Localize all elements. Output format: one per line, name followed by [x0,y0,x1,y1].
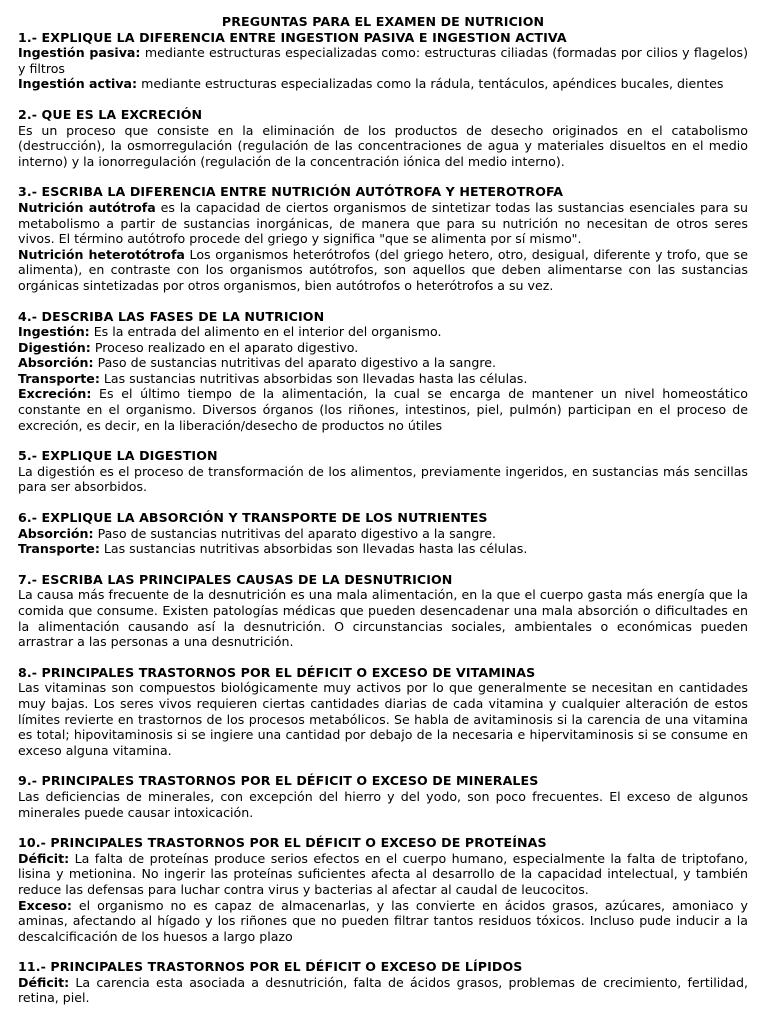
answer-paragraph [18,324,748,340]
answer-text: Es el último tiempo de la alimentación, la cual se encarga de mantener un nivel homeostático constante en el organismo. Diversos órganos (los riñones, intestinos, piel, pulmón) participan en el proceso de excreción, es decir, en la liberación/desecho de productos no útiles [18,386,748,433]
question-8 [18,665,748,759]
question-2 [18,107,748,169]
answer-text: Es un proceso que consiste en la eliminación de los productos de desecho originados en el catabolismo (destrucción), la osmorregulación (regulación de las concentraciones de agua y materiales disueltos en el medio interno) y la ionorregulación (regulación de la concentración iónica del medio interno). [18,122,748,169]
question-10 [18,835,748,944]
answer-text: Paso de sustancias nutritivas del aparato digestivo a la sangre. [93,525,496,541]
answer-text: Paso de sustancias nutritivas del aparato digestivo a la sangre. [93,355,496,371]
answer-text: Las vitaminas son compuestos biológicamente muy activos por lo que generalmente se necesitan en cantidades muy bajas. Los seres vivos requieren ciertas cantidades diarias de cada vitamina y cualquier alteración de estos límites revierte en trastornos de los procesos metabólicos. Se habla de avitaminosis si la carencia de una vitamina es total; hipovitaminosis si se ingiere una cantidad por debajo de la necesaria e hipervitaminosis si se consume en exceso alguna vitamina. [18,680,748,758]
answer-paragraph [18,898,748,945]
question-11 [18,959,748,1006]
question-5 [18,448,748,495]
answer-paragraph [18,680,748,758]
answer-text: La falta de proteínas produce serios efectos en el cuerpo humano, especialmente la falta de triptofano, lisina y metionina. No ingerir las proteínas suficientes afecta al desarrollo de la capacidad intelectual, y también reduce las defensas para luchar contra virus y bacterias al afectar al caudal de leucocitos. [18,850,748,897]
answer-text: Las deficiencias de minerales, con excepción del hierro y del yodo, son poco frecuentes. El exceso de algunos minerales puede causar intoxicación. [18,788,748,820]
answer-text: es la capacidad de ciertos organismos de sintetizar todas las sustancias esenciales para su metabolismo a partir de sustancias inorgánicas, de manera que para su nutrición no necesitan de otros seres vivos. El término autótrofo procede del griego y significa "que se alimenta por sí mismo". [18,199,748,247]
answer-term: Transporte: [18,541,100,557]
answer-text: mediante estructuras especializadas como: estructuras ciliadas (formadas por cilios y flagelos) y filtros [18,45,748,76]
answer-term: Excreción: [18,386,92,402]
answer-term: Déficit: [18,850,70,866]
answer-paragraph [18,200,748,247]
answer-term: Déficit: [18,974,70,990]
question-heading: 8.- PRINCIPALES TRASTORNOS POR EL DÉFICIT O EXCESO DE VITAMINAS [18,664,536,680]
answer-term: Ingestión activa: [18,76,138,92]
answer-term: Ingestión: [18,324,90,340]
answer-paragraph [18,247,748,294]
answer-paragraph [18,355,748,371]
question-4 [18,309,748,434]
answer-term: Absorción: [18,355,94,371]
answer-paragraph [18,123,748,170]
question-heading: 4.- DESCRIBA LAS FASES DE LA NUTRICION [18,308,325,324]
answer-paragraph [18,76,748,92]
answer-paragraph [18,371,748,387]
question-heading: 3.- ESCRIBA LA DIFERENCIA ENTRE NUTRICIÓN AUTÓTROFA Y HETEROTROFA [18,184,564,200]
answer-paragraph [18,975,748,1006]
answer-term: Transporte: [18,370,100,386]
answer-text: La causa más frecuente de la desnutrición es una mala alimentación, en la que el cuerpo gasta más energía que la comida que consume. Existen patologías médicas que pueden desencadenar una mala absorción o dificultades en la alimentación causando así la desnutrición. O circunstancias sociales, ambientales o económicas pueden arrastrar a las personas a una desnutrición. [18,587,748,650]
answer-term: Nutrición heterotótrofa [18,246,185,262]
answer-term: Absorción: [18,525,94,541]
answer-paragraph [18,789,748,820]
answer-text: el organismo no es capaz de almacenarlas, y las convierte en ácidos grasos, azúcares, amoniaco y aminas, afectando al hígado y los riñones que no pueden filtrar tantos residuos tóxicos. Incluso pude inducir a la descalcificación de los huesos a largo plazo [18,897,748,944]
question-heading: 2.- QUE ES LA EXCRECIÓN [18,106,203,122]
document-title: PREGUNTAS PARA EL EXAMEN DE NUTRICION [221,14,545,29]
answer-paragraph [18,526,748,542]
question-heading: 5.- EXPLIQUE LA DIGESTION [18,448,218,464]
answer-term: Nutrición autótrofa [18,199,156,215]
answer-paragraph [18,541,748,557]
answer-text: Los organismos heterótrofos (del griego hetero, otro, desigual, diferente y trofo, que se alimenta), en contraste con los organismos autótrofos, son aquellos que deben alimentarse con las sustancias orgánicas sintetizadas por otros organismos, bien autótrofos o heterótrofos a su vez. [18,246,748,293]
question-3 [18,184,748,293]
answer-paragraph [18,340,748,356]
answer-term: Ingestión pasiva: [18,45,141,61]
question-9 [18,773,748,820]
answer-paragraph [18,851,748,898]
answer-term: Digestión: [18,339,91,355]
question-6 [18,510,748,557]
answer-paragraph [18,587,748,649]
answer-text: La digestión es el proceso de transformación de los alimentos, previamente ingeridos, en sustancias más sencillas para ser absorbidos. [18,463,748,495]
question-heading: 11.- PRINCIPALES TRASTORNOS POR EL DÉFICIT O EXCESO DE LÍPIDOS [18,959,523,975]
answer-text: La carencia esta asociada a desnutrición, falta de ácidos grasos, problemas de crecimiento, fertilidad, retina, piel. [18,974,748,1006]
answer-text: Proceso realizado en el aparato digestivo. [90,339,359,355]
answer-paragraph [18,386,748,433]
question-1 [18,30,748,92]
question-heading: 6.- EXPLIQUE LA ABSORCIÓN Y TRANSPORTE DE LOS NUTRIENTES [18,510,488,526]
question-heading: 9.- PRINCIPALES TRASTORNOS POR EL DÉFICIT O EXCESO DE MINERALES [18,773,539,789]
question-heading: 7.- ESCRIBA LAS PRINCIPALES CAUSAS DE LA DESNUTRICION [18,571,453,587]
question-heading: 1.- EXPLIQUE LA DIFERENCIA ENTRE INGESTION PASIVA E INGESTION ACTIVA [18,29,567,45]
question-7 [18,572,748,650]
answer-text: Las sustancias nutritivas absorbidas son llevadas hasta las células. [99,541,528,557]
answer-paragraph [18,464,748,495]
answer-text: mediante estructuras especializadas como la rádula, tentáculos, apéndices bucales, dientes [137,76,724,92]
answer-term: Exceso: [18,897,72,913]
answer-text: Las sustancias nutritivas absorbidas son llevadas hasta las células. [99,370,528,386]
answer-text: Es la entrada del alimento en el interior del organismo. [89,324,442,340]
answer-paragraph [18,45,748,76]
question-heading: 10.- PRINCIPALES TRASTORNOS POR EL DÉFICIT O EXCESO DE PROTEÍNAS [18,835,547,851]
